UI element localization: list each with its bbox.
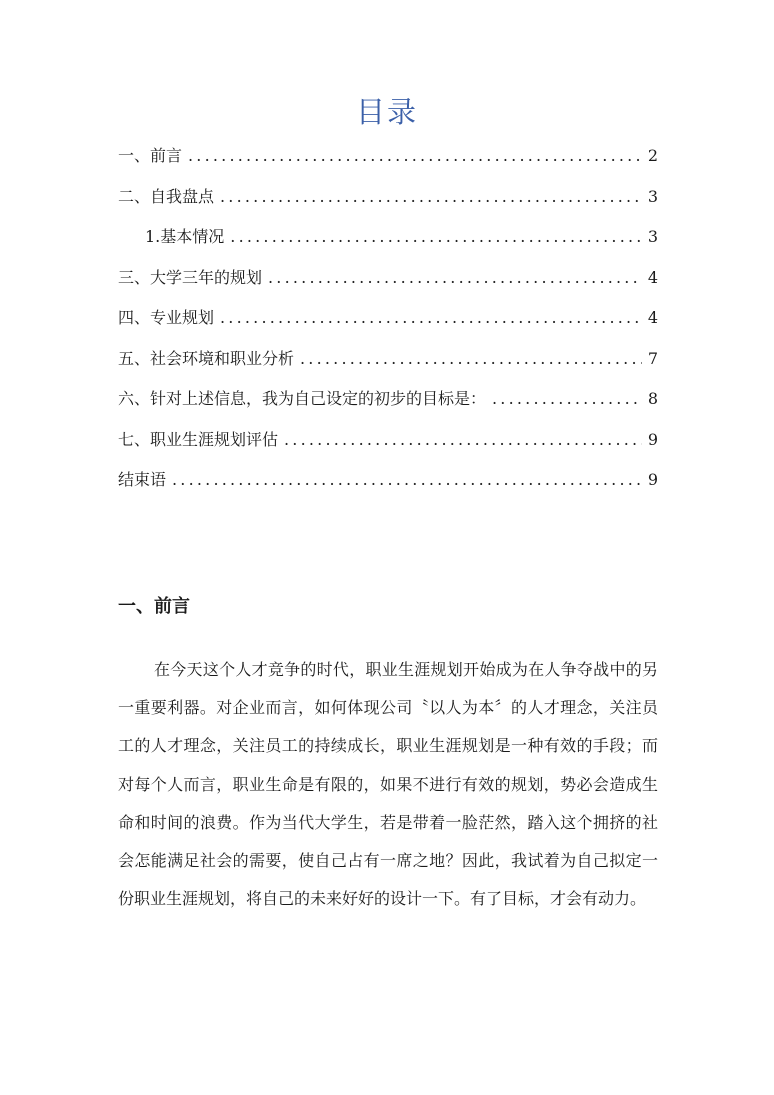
toc-dot-leader: [220, 302, 642, 334]
toc-entry-label: 三、大学三年的规划: [118, 267, 263, 287]
toc-entry-page: 7: [647, 348, 658, 368]
body-paragraph: 在今天这个人才竞争的时代，职业生涯规划开始成为在人争夺战中的另一重要利器。对企业而言，如何体现公司〝以人为本〞的人才理念，关注员工的人才理念，关注员工的持续成长，职业生涯规划是一种有效的手段；而对每个人而言，职业生命是有限的，如果不进行有效的规划，势必会造成生命和时间的浪费。作为当代大学生，若是带着一脸茫然，踏入这个拥挤的社会怎能满足社会的需要，使自己占有一席之地？因此，我试着为自己拟定一份职业生涯规划，将自己的未来好好的设计一下。有了目标，才会有动力。: [118, 660, 658, 909]
toc-entry-label: 五、社会环境和职业分析: [118, 348, 295, 368]
toc-dot-leader: [172, 464, 642, 496]
toc-entry-page: 4: [647, 267, 658, 287]
toc-entry-page: 4: [647, 308, 658, 327]
toc-entry-label: 六、针对上述信息，我为自己设定的初步的目标是：: [118, 389, 487, 408]
section-heading: 一、前言: [118, 596, 190, 617]
toc-entry-label: 一、前言: [118, 146, 183, 165]
toc-entry[interactable]: [118, 343, 658, 384]
toc-entry[interactable]: [118, 424, 658, 465]
toc-entry[interactable]: [118, 383, 658, 424]
toc-entry-page: 9: [647, 429, 658, 449]
toc-entry-label: 1.基本情况: [145, 227, 225, 246]
toc-dot-leader: [268, 262, 642, 294]
toc-entry[interactable]: [118, 464, 658, 505]
toc-dot-leader: [300, 343, 642, 375]
toc-entry-label: 四、专业规划: [118, 308, 215, 327]
toc-entry-page: 8: [647, 389, 658, 408]
toc-entry-label: 二、自我盘点: [118, 186, 215, 206]
toc-entry[interactable]: [118, 140, 658, 181]
toc-entry-label: 结束语: [118, 470, 167, 489]
toc-subentry[interactable]: [118, 221, 658, 262]
toc-entry[interactable]: [118, 181, 658, 222]
toc-entry-page: 2: [647, 146, 658, 165]
toc-entry-page: 3: [647, 227, 658, 246]
toc-dot-leader: [230, 221, 642, 253]
toc-dot-leader: [284, 424, 642, 456]
toc-entry-page: 9: [647, 470, 658, 489]
toc-entry[interactable]: [118, 262, 658, 303]
toc-title: 目录: [355, 95, 418, 129]
toc-entry-page: 3: [647, 186, 658, 206]
table-of-contents: [118, 140, 658, 505]
toc-dot-leader: [188, 140, 642, 172]
toc-dot-leader: [492, 383, 642, 415]
toc-entry-label: 七、职业生涯规划评估: [118, 429, 279, 449]
toc-dot-leader: [220, 181, 642, 213]
toc-entry[interactable]: [118, 302, 658, 343]
